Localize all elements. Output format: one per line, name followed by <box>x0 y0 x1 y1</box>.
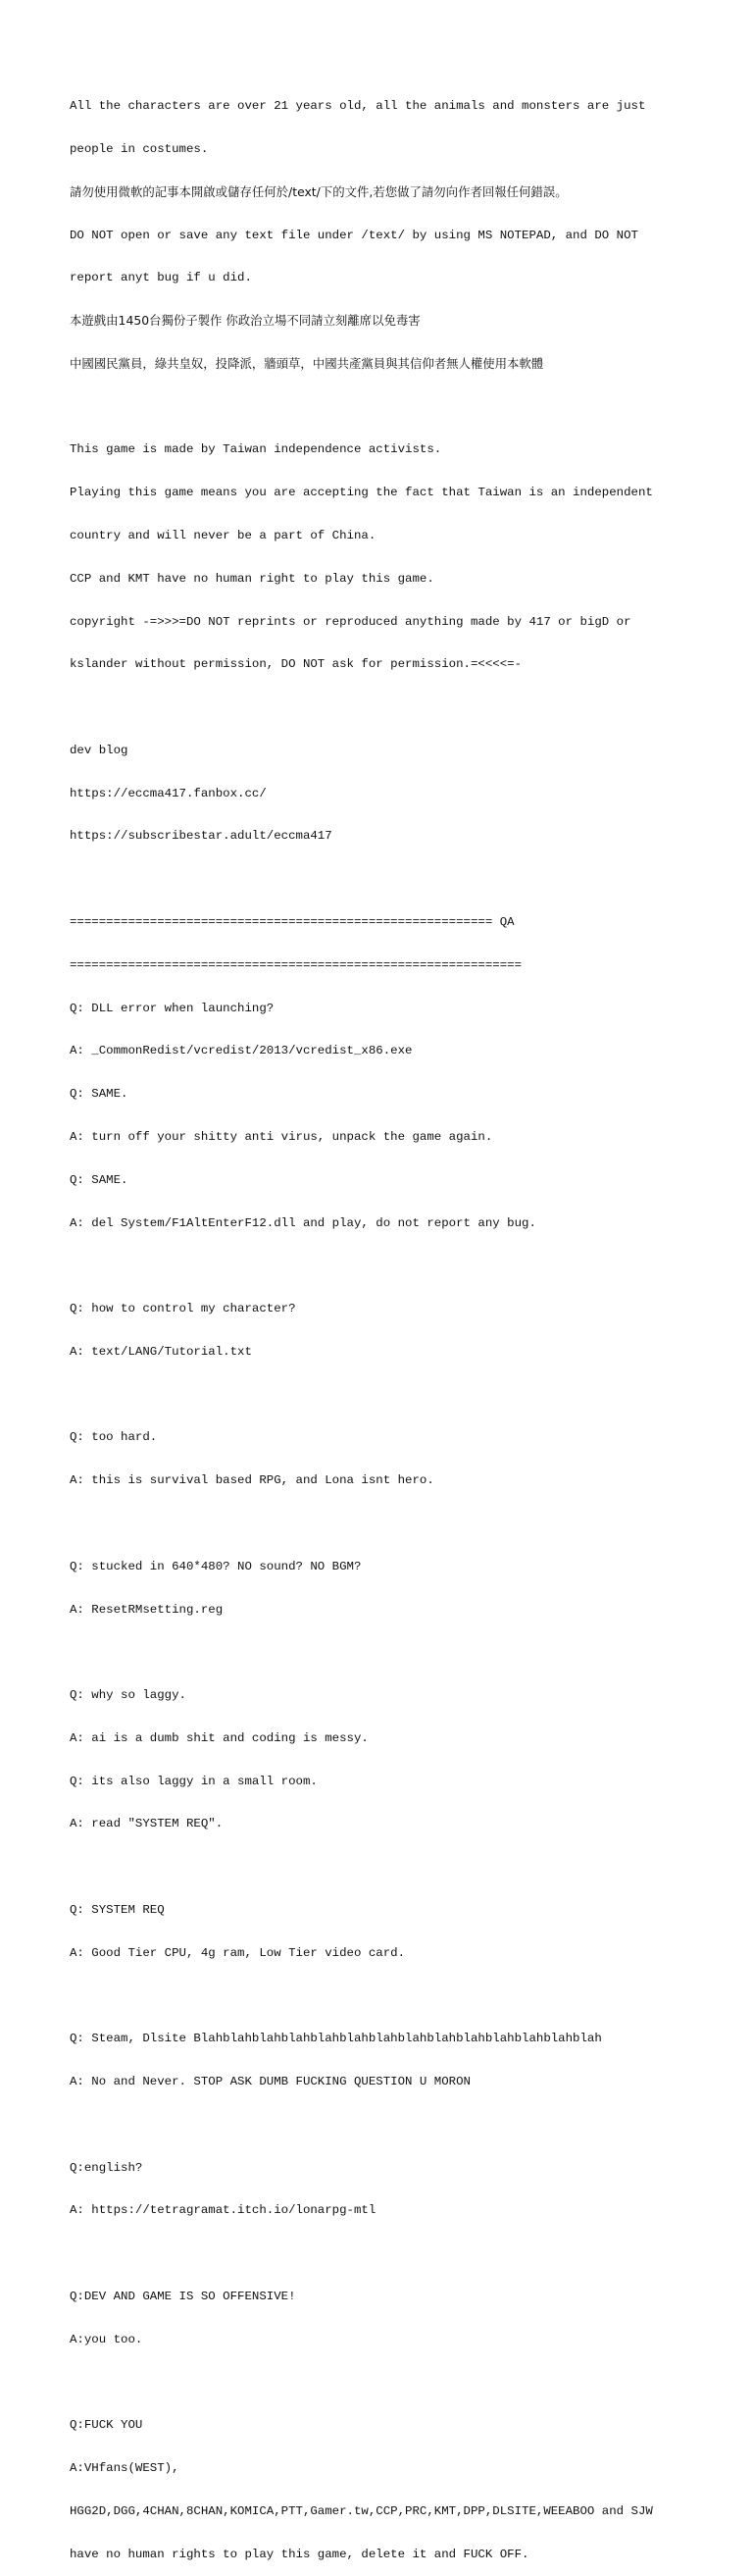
text-line: Playing this game means you are accepting the fact that Taiwan is an independent <box>70 486 653 500</box>
link-url: https://subscribestar.adult/eccma417 <box>70 829 332 844</box>
text-line: have no human rights to play this game, delete it and FUCK OFF. <box>70 2547 529 2561</box>
text-line <box>70 1989 717 2004</box>
text-line: Q:FUCK YOU <box>70 2418 143 2433</box>
text-line: A: No and Never. STOP ASK DUMB FUCKING QUESTION U MORON <box>70 2075 471 2089</box>
text-line: kslander without permission, DO NOT ask for permission.=<<<<=- <box>70 657 523 672</box>
text-line <box>70 2118 717 2133</box>
text-line: Q: why so laggy. <box>70 1688 186 1703</box>
text-line: A: Good Tier CPU, 4g ram, Low Tier video card. <box>70 1945 406 1960</box>
text-line: This game is made by Taiwan independence activists. <box>70 442 442 457</box>
text-line <box>70 1388 717 1403</box>
text-line <box>70 400 717 415</box>
text-line <box>70 1517 717 1531</box>
text-line: Q: how to control my character? <box>70 1302 296 1316</box>
text-line: people in costumes. <box>70 141 209 156</box>
text-line: dev blog <box>70 743 128 757</box>
text-line: Q: SYSTEM REQ <box>70 1903 165 1917</box>
text-line: Q: SAME. <box>70 1087 128 1102</box>
text-line <box>70 1860 717 1875</box>
link-url: https://eccma417.fanbox.cc/ <box>70 786 267 800</box>
text-line: 請勿使用微軟的記事本開啟或儲存任何於/text/下的文件,若您做了請勿向作者回報任何錯誤。 <box>70 183 568 199</box>
text-document <box>70 71 717 2576</box>
text-line: country and will never be a part of China. <box>70 529 376 542</box>
text-line: A: del System/F1AltEnterF12.dll and play, do not report any bug. <box>70 1215 536 1230</box>
text-line: 中國國民黨員，綠共皇奴，投降派，牆頭草，中國共產黨員與其信仰者無人權使用本軟體 <box>70 355 544 371</box>
text-line: Q: SAME. <box>70 1172 128 1187</box>
text-line <box>70 1259 717 1273</box>
text-line: A: this is survival based RPG, and Lona isnt hero. <box>70 1473 434 1488</box>
text-line: A: _CommonRedist/vcredist/2013/vcredist_x86.exe <box>70 1044 413 1058</box>
text-line: Q:DEV AND GAME IS SO OFFENSIVE! <box>70 2290 296 2304</box>
text-line: A: text/LANG/Tutorial.txt <box>70 1344 252 1359</box>
text-line: 本遊戲由1450台獨份子製作 你政治立場不同請立刻離席以免毒害 <box>70 313 421 329</box>
section-divider: ============================================================== <box>70 957 523 972</box>
text-line <box>70 872 717 887</box>
text-line: A: ai is a dumb shit and coding is messy. <box>70 1730 369 1745</box>
text-line: A:you too. <box>70 2332 143 2346</box>
text-line <box>70 700 717 715</box>
text-line: HGG2D,DGG,4CHAN,8CHAN,KOMICA,PTT,Gamer.tw,CCP,PRC,KMT,DPP,DLSITE,WEEABOO and SJW <box>70 2503 653 2518</box>
text-line: Q: stucked in 640*480? NO sound? NO BGM? <box>70 1559 362 1573</box>
text-line: Q:english? <box>70 2160 143 2175</box>
text-line <box>70 2246 717 2261</box>
text-line: Q: too hard. <box>70 1430 158 1445</box>
text-line: copyright -=>>>=DO NOT reprints or reproduced anything made by 417 or bigD or <box>70 614 631 629</box>
text-line: A:VHfans(WEST), <box>70 2461 179 2476</box>
link-url: A: https://tetragramat.itch.io/lonarpg-mtl <box>70 2203 376 2218</box>
text-line: DO NOT open or save any text file under /text/ by using MS NOTEPAD, and DO NOT <box>70 228 638 242</box>
text-line: A: turn off your shitty anti virus, unpack the game again. <box>70 1129 493 1144</box>
section-divider: ========================================================== QA <box>70 915 515 930</box>
text-line: A: read "SYSTEM REQ". <box>70 1817 224 1831</box>
text-line: report anyt bug if u did. <box>70 271 252 285</box>
text-line: A: ResetRMsetting.reg <box>70 1602 224 1617</box>
text-line <box>70 2376 717 2391</box>
text-line: Q: DLL error when launching? <box>70 1001 275 1015</box>
text-line: Q: Steam, Dlsite Blahblahblahblahblahblahblahblahblahblahblahblahblahblah <box>70 2032 602 2046</box>
text-line: All the characters are over 21 years old, all the animals and monsters are just <box>70 99 646 114</box>
text-line: CCP and KMT have no human right to play this game. <box>70 571 434 586</box>
text-line: Q: its also laggy in a small room. <box>70 1774 318 1788</box>
text-line <box>70 1645 717 1660</box>
